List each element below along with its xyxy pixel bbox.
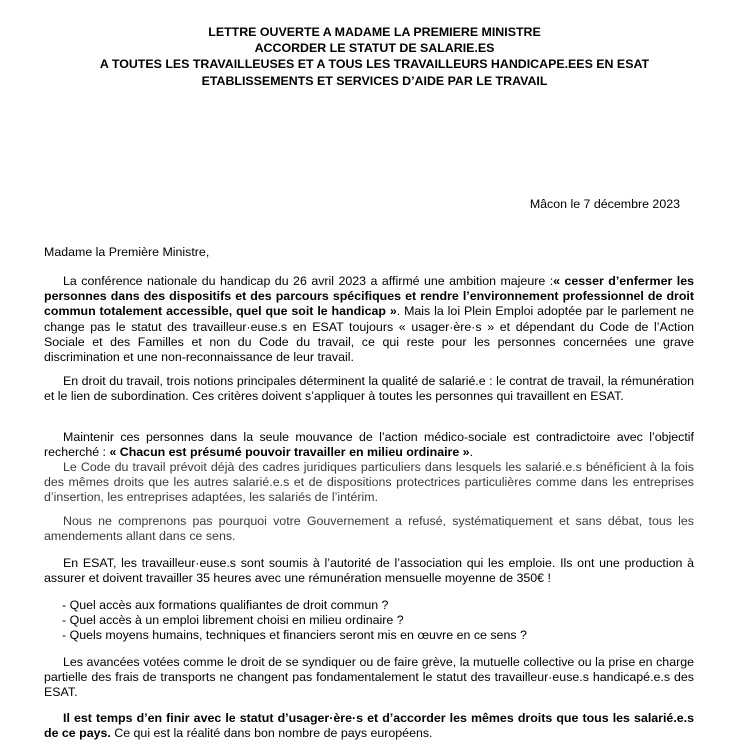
title-line-2: ACCORDER LE STATUT DE SALARIE.ES: [254, 41, 495, 56]
p8-bold: Il est temps d’en finir avec le statut d’usager·ère·s et d’accorder les mêmes droits que tous les salarié.e.s de ce pays.: [44, 711, 694, 741]
list-item: - Quel accès à un emploi librement choisi en milieu ordinaire ?: [62, 613, 404, 628]
title-line-1: LETTRE OUVERTE A MADAME LA PREMIERE MINISTRE: [208, 25, 541, 39]
questions-list: [62, 598, 527, 644]
p1-text-a: La conférence nationale du handicap du 26 avril 2023 a affirmé une ambition majeure :: [63, 274, 554, 288]
p8-text: Ce qui est la réalité dans bon nombre de pays européens.: [110, 726, 433, 741]
p3-text-c: .: [469, 445, 474, 460]
list-item: - Quels moyens humains, techniques et financiers seront mis en œuvre en ce sens ?: [62, 628, 527, 643]
paragraph-3: [44, 430, 694, 460]
paragraph-4: Le Code du travail prévoit déjà des cadres juridiques particuliers dans lesquels les salarié.e.s bénéficient à la fois des mêmes droits que les autres salarié.e.s et de dispositions protectrices particulières comme dans les entreprises d’insertion, les entreprises adaptées, les salariés de l’intérim.: [44, 460, 694, 505]
paragraph-8: [44, 711, 694, 741]
title-line-4: ETABLISSEMENTS ET SERVICES D’AIDE PAR LE TRAVAIL: [201, 73, 548, 88]
paragraph-1: [44, 274, 694, 365]
p1-text-c: . Mais la loi Plein Emploi adoptée par le parlement ne change pas le statut des travailleur·euse.s en ESAT toujours « usager·ère·s » et dépendant du Code de l’Action Sociale et des Familles et non du Code du travail, ce qui reste pour les personnes concernées une grave discrimination et une non-reconnaissance de leur travail.: [44, 304, 694, 365]
letter-date: Mâcon le 7 décembre 2023: [529, 197, 680, 211]
paragraph-2: En droit du travail, trois notions principales déterminent la qualité de salarié.e : le contrat de travail, la rémunération et le lien de subordination. Ces critères doivent s’appliquer à toutes les personnes qui travaillent en ESAT.: [44, 374, 694, 404]
salutation: Madame la Première Ministre,: [44, 245, 210, 259]
title-line-3: A TOUTES LES TRAVAILLEUSES ET A TOUS LES TRAVAILLEURS HANDICAPE.EES EN ESAT: [99, 57, 650, 72]
paragraph-5: Nous ne comprenons pas pourquoi votre Gouvernement a refusé, systématiquement et sans débat, tous les amendements allant dans ce sens.: [44, 514, 694, 544]
paragraph-7: Les avancées votées comme le droit de se syndiquer ou de faire grève, la mutuelle collective ou la prise en charge partielle des frais de transports ne changent pas fondamentalement le statut des travailleur·euse.s handicapé.e.s des ESAT.: [44, 655, 694, 700]
p1-quote: « cesser d’enfermer les personnes dans des dispositifs et des parcours spécifiques et rendre l’environnement professionnel de droit commun totalement accessible, quel que soit le handicap »: [44, 274, 694, 319]
p3-text-a: Maintenir ces personnes dans la seule mouvance de l’action médico-sociale est contradictoire avec l’objectif recherché :: [44, 430, 694, 460]
paragraph-6: En ESAT, les travailleur·euse.s sont soumis à l’autorité de l’association qui les emploie. Ils ont une production à assurer et doivent travailler 35 heures avec une rémunération mensuelle moyenne de 350€ !: [44, 556, 694, 586]
list-item: - Quel accès aux formations qualifiantes de droit commun ?: [62, 598, 389, 612]
letter-title: [0, 24, 749, 89]
p3-quote: « Chacun est présumé pouvoir travailler en milieu ordinaire »: [109, 445, 470, 460]
